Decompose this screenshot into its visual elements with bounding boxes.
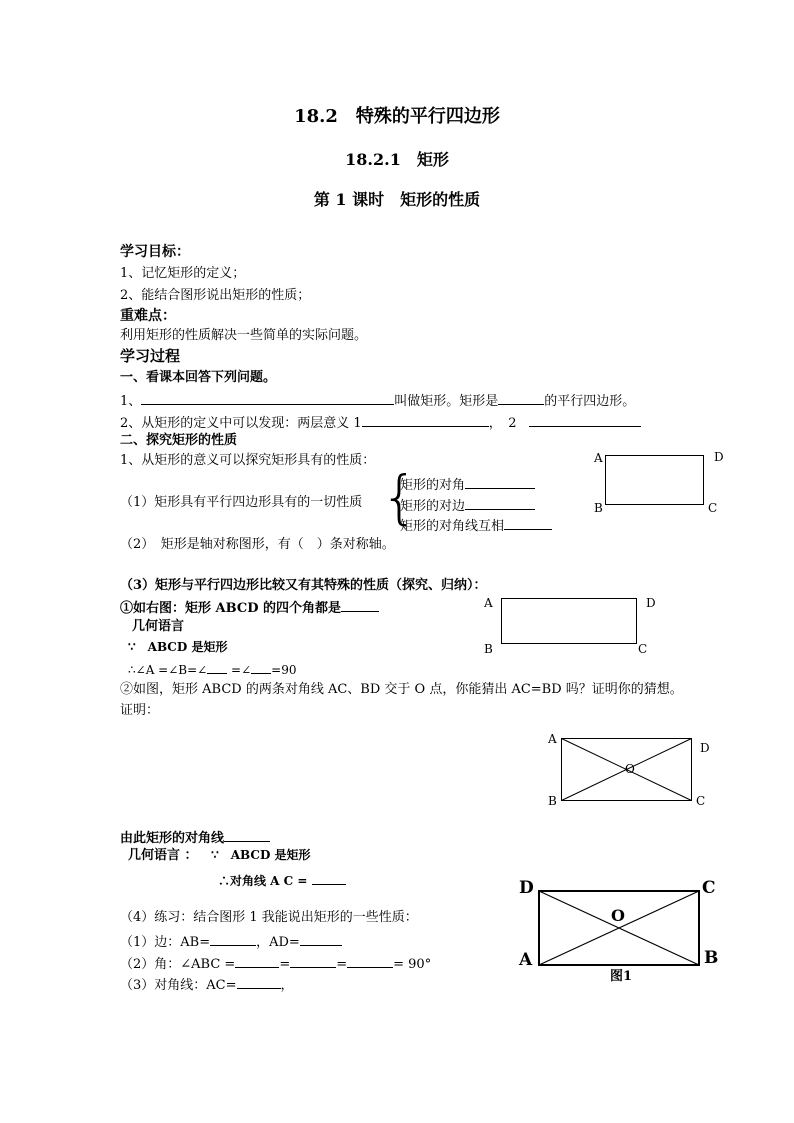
page-title: 18.2 特殊的平行四边形 bbox=[294, 106, 500, 127]
therefore-2: ∴对角线 A C = bbox=[218, 871, 346, 889]
geometry-language-1: 几何语言 bbox=[132, 619, 185, 634]
statement-2: ②如图，矩形 ABCD 的两条对角线 AC、BD 交于 O 点，你能猜出 AC=BD 吗？证明你的猜想。 bbox=[120, 682, 683, 697]
rectangle-type-blank[interactable] bbox=[498, 391, 544, 405]
angle-blank-2[interactable] bbox=[290, 954, 336, 968]
figure-1-caption: 图1 bbox=[610, 969, 633, 984]
figure-1-label-c: C bbox=[702, 878, 716, 898]
key-points-text: 利用矩形的性质解决一些简单的实际问题。 bbox=[120, 328, 368, 343]
figure-b-label-c: C bbox=[638, 642, 648, 656]
practice-diagonals: （3）对角线：AC= ， bbox=[120, 975, 294, 994]
part2-heading: 二、探究矩形的性质 bbox=[120, 433, 238, 448]
diagonals-blank[interactable] bbox=[504, 516, 552, 530]
objectives-heading: 学习目标： bbox=[120, 244, 190, 260]
objective-1: 1、记忆矩形的定义； bbox=[120, 266, 246, 281]
part1-heading: 一、看课本回答下列问题。 bbox=[120, 370, 277, 385]
practice-angles: （2）角：∠ABC = = = = 90° bbox=[120, 954, 431, 973]
property-3: （3）矩形与平行四边形比较又有其特殊的性质（探究、归纳）： bbox=[120, 578, 487, 593]
ab-blank[interactable] bbox=[210, 932, 256, 946]
key-points-heading: 重难点： bbox=[120, 308, 176, 324]
geometry-language-2: 几何语言 ： ∵ ABCD 是矩形 bbox=[128, 848, 311, 863]
therefore-1: ∴∠A =∠B=∠ =∠ =90 bbox=[128, 660, 296, 678]
part2-intro: 1、从矩形的意义可以探究矩形具有的性质： bbox=[120, 453, 376, 468]
figure-1-label-o: O bbox=[611, 906, 625, 925]
four-angles-blank[interactable] bbox=[341, 598, 379, 612]
question-1: 1、 叫做矩形。矩形是 的平行四边形。 bbox=[120, 391, 635, 410]
diagonal-conclusion: 由此矩形的对角线 bbox=[120, 828, 270, 847]
figure-c-label-a: A bbox=[548, 732, 557, 746]
angle-c-blank[interactable] bbox=[207, 660, 227, 674]
property-1: （1）矩形具有平行四边形具有的一切性质 bbox=[120, 495, 363, 510]
rectangle-figure-a bbox=[605, 455, 704, 505]
figure-a-label-a: A bbox=[594, 451, 603, 465]
angles-blank[interactable] bbox=[465, 475, 535, 489]
figure-1-label-d: D bbox=[519, 878, 534, 898]
brace-item-sides: 矩形的对边 bbox=[400, 496, 535, 515]
process-heading: 学习过程 bbox=[120, 347, 181, 365]
brace-item-diagonals: 矩形的对角线互相 bbox=[400, 516, 552, 535]
lesson-title: 第 1 课时 矩形的性质 bbox=[313, 190, 481, 209]
figure-b-label-b: B bbox=[484, 642, 493, 656]
figure-a-label-b: B bbox=[594, 501, 603, 515]
figure-b-label-a: A bbox=[484, 596, 493, 610]
property-2: （2） 矩形是轴对称图形，有（ ）条对称轴。 bbox=[120, 537, 395, 552]
proof-label: 证明： bbox=[120, 703, 160, 718]
meaning-1-blank[interactable] bbox=[362, 413, 489, 427]
figure-c-label-b: B bbox=[548, 794, 557, 808]
diagonal-property-blank[interactable] bbox=[224, 828, 270, 842]
question-2: 2、从矩形的定义中可以发现：两层意义 1 ， 2 bbox=[120, 413, 641, 432]
angle-blank-1[interactable] bbox=[235, 954, 279, 968]
figure-a-label-c: C bbox=[708, 501, 718, 515]
statement-1: ①如右图：矩形 ABCD 的四个角都是 bbox=[120, 598, 379, 617]
practice-intro: （4）练习：结合图形 1 我能说出矩形的一些性质： bbox=[120, 910, 418, 925]
definition-blank[interactable] bbox=[141, 391, 394, 405]
rectangle-figure-1 bbox=[538, 890, 700, 966]
figure-c-label-c: C bbox=[696, 794, 706, 808]
angle-d-blank[interactable] bbox=[251, 660, 271, 674]
figure-1-label-a: A bbox=[519, 950, 533, 970]
section-subtitle: 18.2.1 矩形 bbox=[345, 150, 449, 169]
ac-equals-blank[interactable] bbox=[312, 871, 346, 885]
objective-2: 2、能结合图形说出矩形的性质； bbox=[120, 288, 311, 303]
angle-blank-3[interactable] bbox=[347, 954, 393, 968]
meaning-2-blank[interactable] bbox=[529, 413, 641, 427]
figure-c-label-d: D bbox=[700, 741, 710, 755]
rectangle-figure-b bbox=[501, 598, 637, 644]
figure-a-label-d: D bbox=[714, 450, 724, 464]
because-1: ∵ ABCD 是矩形 bbox=[128, 640, 228, 654]
figure-1-label-b: B bbox=[704, 948, 719, 968]
ac-blank[interactable] bbox=[237, 975, 281, 989]
ad-blank[interactable] bbox=[300, 932, 342, 946]
practice-sides: （1）边：AB= ，AD= bbox=[120, 932, 342, 951]
sides-blank[interactable] bbox=[465, 496, 535, 510]
brace-symbol: { bbox=[381, 463, 418, 531]
brace-item-angles: 矩形的对角 bbox=[400, 475, 535, 494]
figure-b-label-d: D bbox=[646, 596, 656, 610]
figure-c-label-o: O bbox=[625, 762, 635, 776]
